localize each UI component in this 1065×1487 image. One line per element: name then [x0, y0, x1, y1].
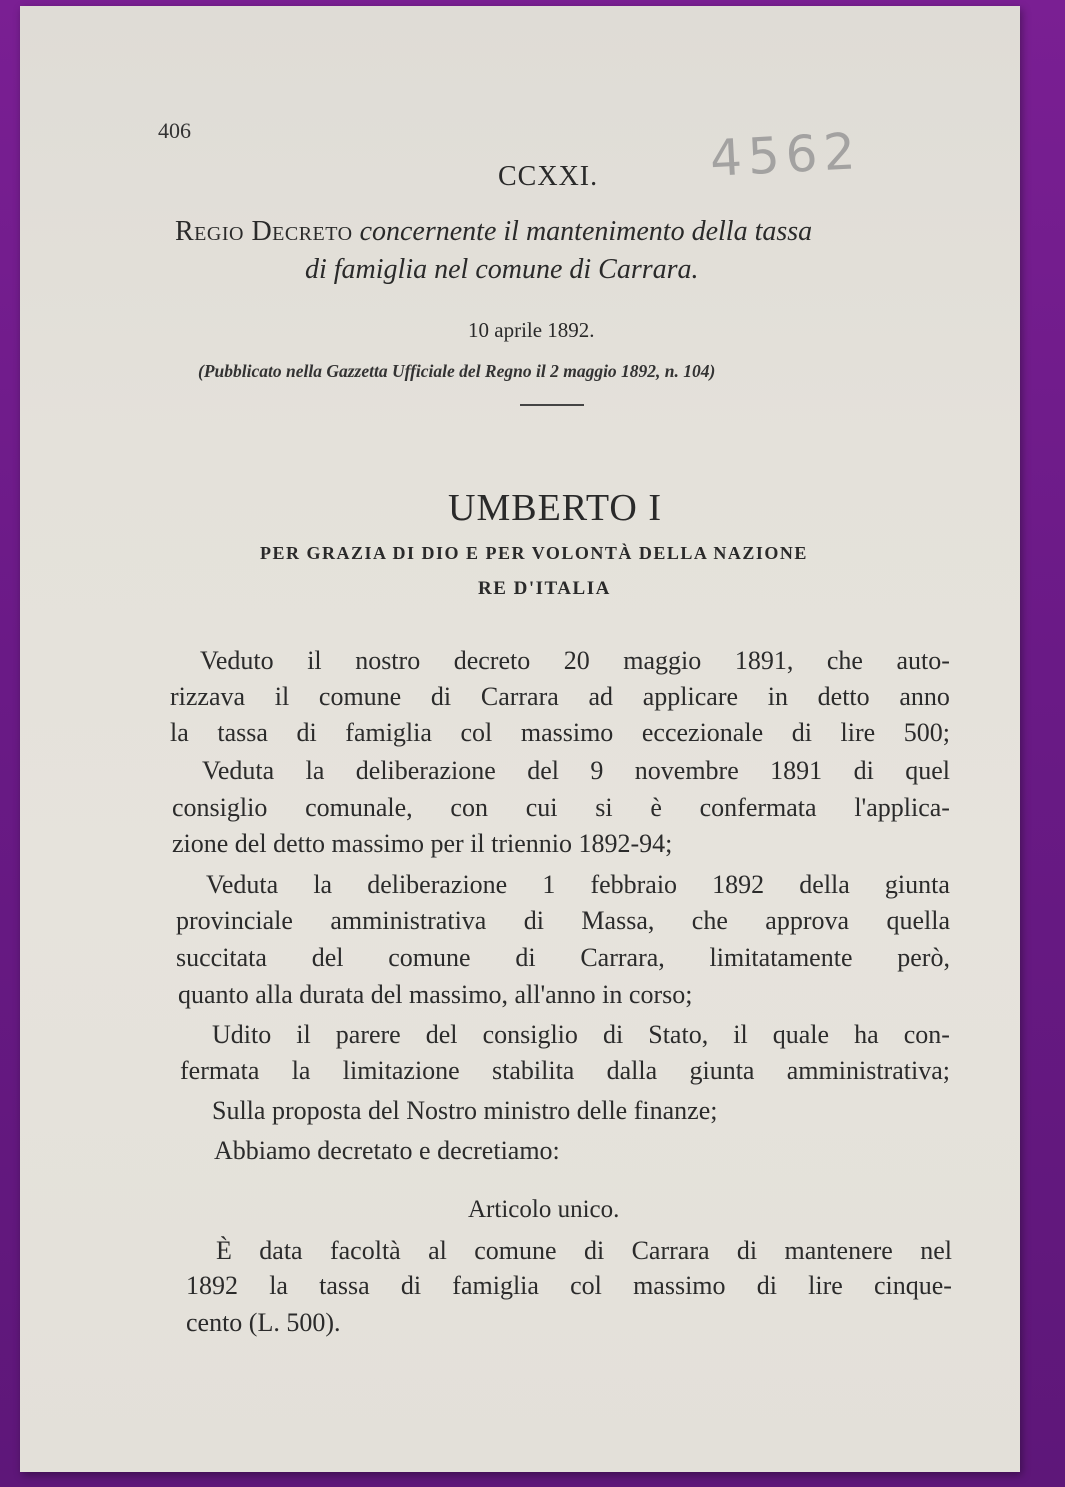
- decree-title-rest: concernente il mantenimento della tassa: [359, 216, 813, 247]
- body-line: Sulla proposta del Nostro ministro delle finanze;: [212, 1096, 718, 1125]
- body-line: cento (L. 500).: [186, 1308, 341, 1337]
- sovereign-title: RE D'ITALIA: [478, 578, 611, 599]
- document-page: [20, 6, 1020, 1472]
- body-line: È data facoltà al comune di Carrara di mantenere nel: [216, 1236, 952, 1265]
- body-line: Udito il parere del consiglio di Stato, il quale ha con-: [212, 1020, 950, 1049]
- body-line: zione del detto massimo per il triennio 1892-94;: [172, 829, 673, 858]
- body-line: fermata la limitazione stabilita dalla giunta amministrativa;: [180, 1056, 950, 1085]
- article-heading: Articolo unico.: [468, 1196, 620, 1223]
- body-line: Veduta la deliberazione 1 febbraio 1892 della giunta: [206, 870, 950, 899]
- handwritten-annotation: 4562: [708, 122, 863, 188]
- body-line: la tassa di famiglia col massimo eccezionale di lire 500;: [170, 718, 950, 747]
- decree-date: 10 aprile 1892.: [468, 318, 595, 342]
- decree-number: CCXXI.: [498, 161, 599, 192]
- decree-title-line-2: di famiglia nel comune di Carrara.: [305, 254, 699, 285]
- publication-note: (Pubblicato nella Gazzetta Ufficiale del Regno il 2 maggio 1892, n. 104): [198, 361, 716, 381]
- sovereign-subtitle: PER GRAZIA DI DIO E PER VOLONTÀ DELLA NAZIONE: [260, 543, 808, 563]
- page-number: 406: [158, 118, 191, 143]
- body-line: Abbiamo decretato e decretiamo:: [214, 1136, 560, 1165]
- body-line: quanto alla durata del massimo, all'anno in corso;: [178, 980, 693, 1009]
- body-line: consiglio comunale, con cui si è confermata l'applica-: [172, 793, 950, 822]
- body-line: succitata del comune di Carrara, limitatamente però,: [176, 943, 950, 972]
- body-line: Veduto il nostro decreto 20 maggio 1891, che auto-: [200, 646, 950, 675]
- decree-title-label: Regio Decreto: [175, 216, 353, 247]
- body-line: rizzava il comune di Carrara ad applicare in detto anno: [170, 682, 950, 711]
- body-line: provinciale amministrativa di Massa, che approva quella: [176, 906, 950, 935]
- decree-title-line-1: [175, 216, 812, 248]
- section-divider: [520, 404, 584, 406]
- body-line: Veduta la deliberazione del 9 novembre 1891 di quel: [202, 756, 950, 785]
- body-line: 1892 la tassa di famiglia col massimo di lire cinque-: [186, 1271, 952, 1300]
- sovereign-name: UMBERTO I: [448, 487, 662, 529]
